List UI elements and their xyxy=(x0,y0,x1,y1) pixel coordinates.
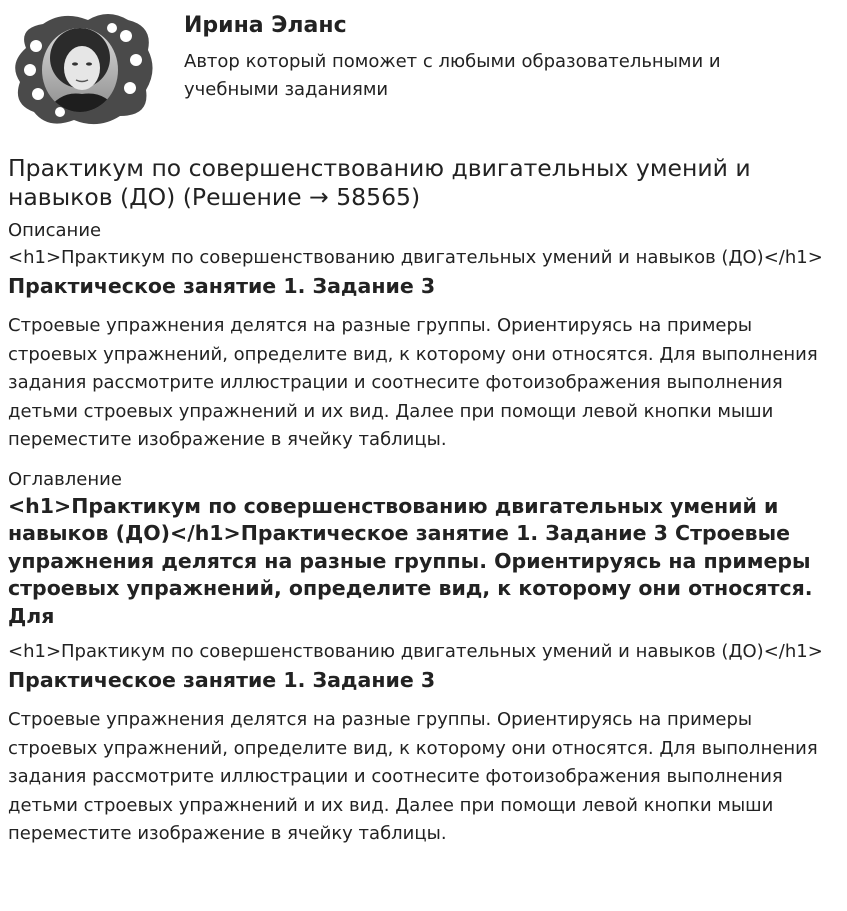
description-label: Описание xyxy=(8,220,102,241)
film-frame-avatar-icon xyxy=(8,8,158,128)
section-heading: Практическое занятие 1. Задание 3 xyxy=(8,274,436,298)
author-card xyxy=(8,8,837,134)
raw-heading: <h1>Практикум по совершенствованию двигательных умений и навыков (ДО)</h1> xyxy=(8,247,823,268)
section-heading-2: Практическое занятие 1. Задание 3 xyxy=(8,668,436,692)
toc-label: Оглавление xyxy=(8,468,122,490)
author-description: Автор который поможет с любыми образовательными и учебными заданиями xyxy=(184,51,721,100)
content-paragraph: Строевые упражнения делятся на разные группы. Ориентируясь на примеры строевых упражнений, определите вид, к которому они относятся. Для выполнения задания рассмотрите иллюстрации и соотнесите фотоизображения выполнения детьми строевых упражнений и их вид. Далее при помощи левой кнопки мыши переместите изображение в ячейку таблицы. xyxy=(8,709,818,844)
author-name[interactable]: Ирина Эланс xyxy=(184,13,347,38)
raw-heading-2: <h1>Практикум по совершенствованию двигательных умений и навыков (ДО)</h1> xyxy=(8,641,823,662)
description-paragraph: Строевые упражнения делятся на разные группы. Ориентируясь на примеры строевых упражнений, определите вид, к которому они относятся. Для выполнения задания рассмотрите иллюстрации и соотнесите фотоизображения выполнения детьми строевых упражнений и их вид. Далее при помощи левой кнопки мыши переместите изображение в ячейку таблицы. xyxy=(8,315,818,450)
author-avatar[interactable] xyxy=(8,8,158,128)
toc-text: <h1>Практикум по совершенствованию двигательных умений и навыков (ДО)</h1>Практическое занятие 1. Задание 3 Строевые упражнения делятся на разные группы. Ориентируясь на примеры строевых упражнений, определите вид, к которому они относятся. Для xyxy=(8,493,813,628)
page-title: Практикум по совершенствованию двигательных умений и навыков (ДО) (Решение → 58565) xyxy=(8,154,751,211)
author-info xyxy=(184,8,784,104)
